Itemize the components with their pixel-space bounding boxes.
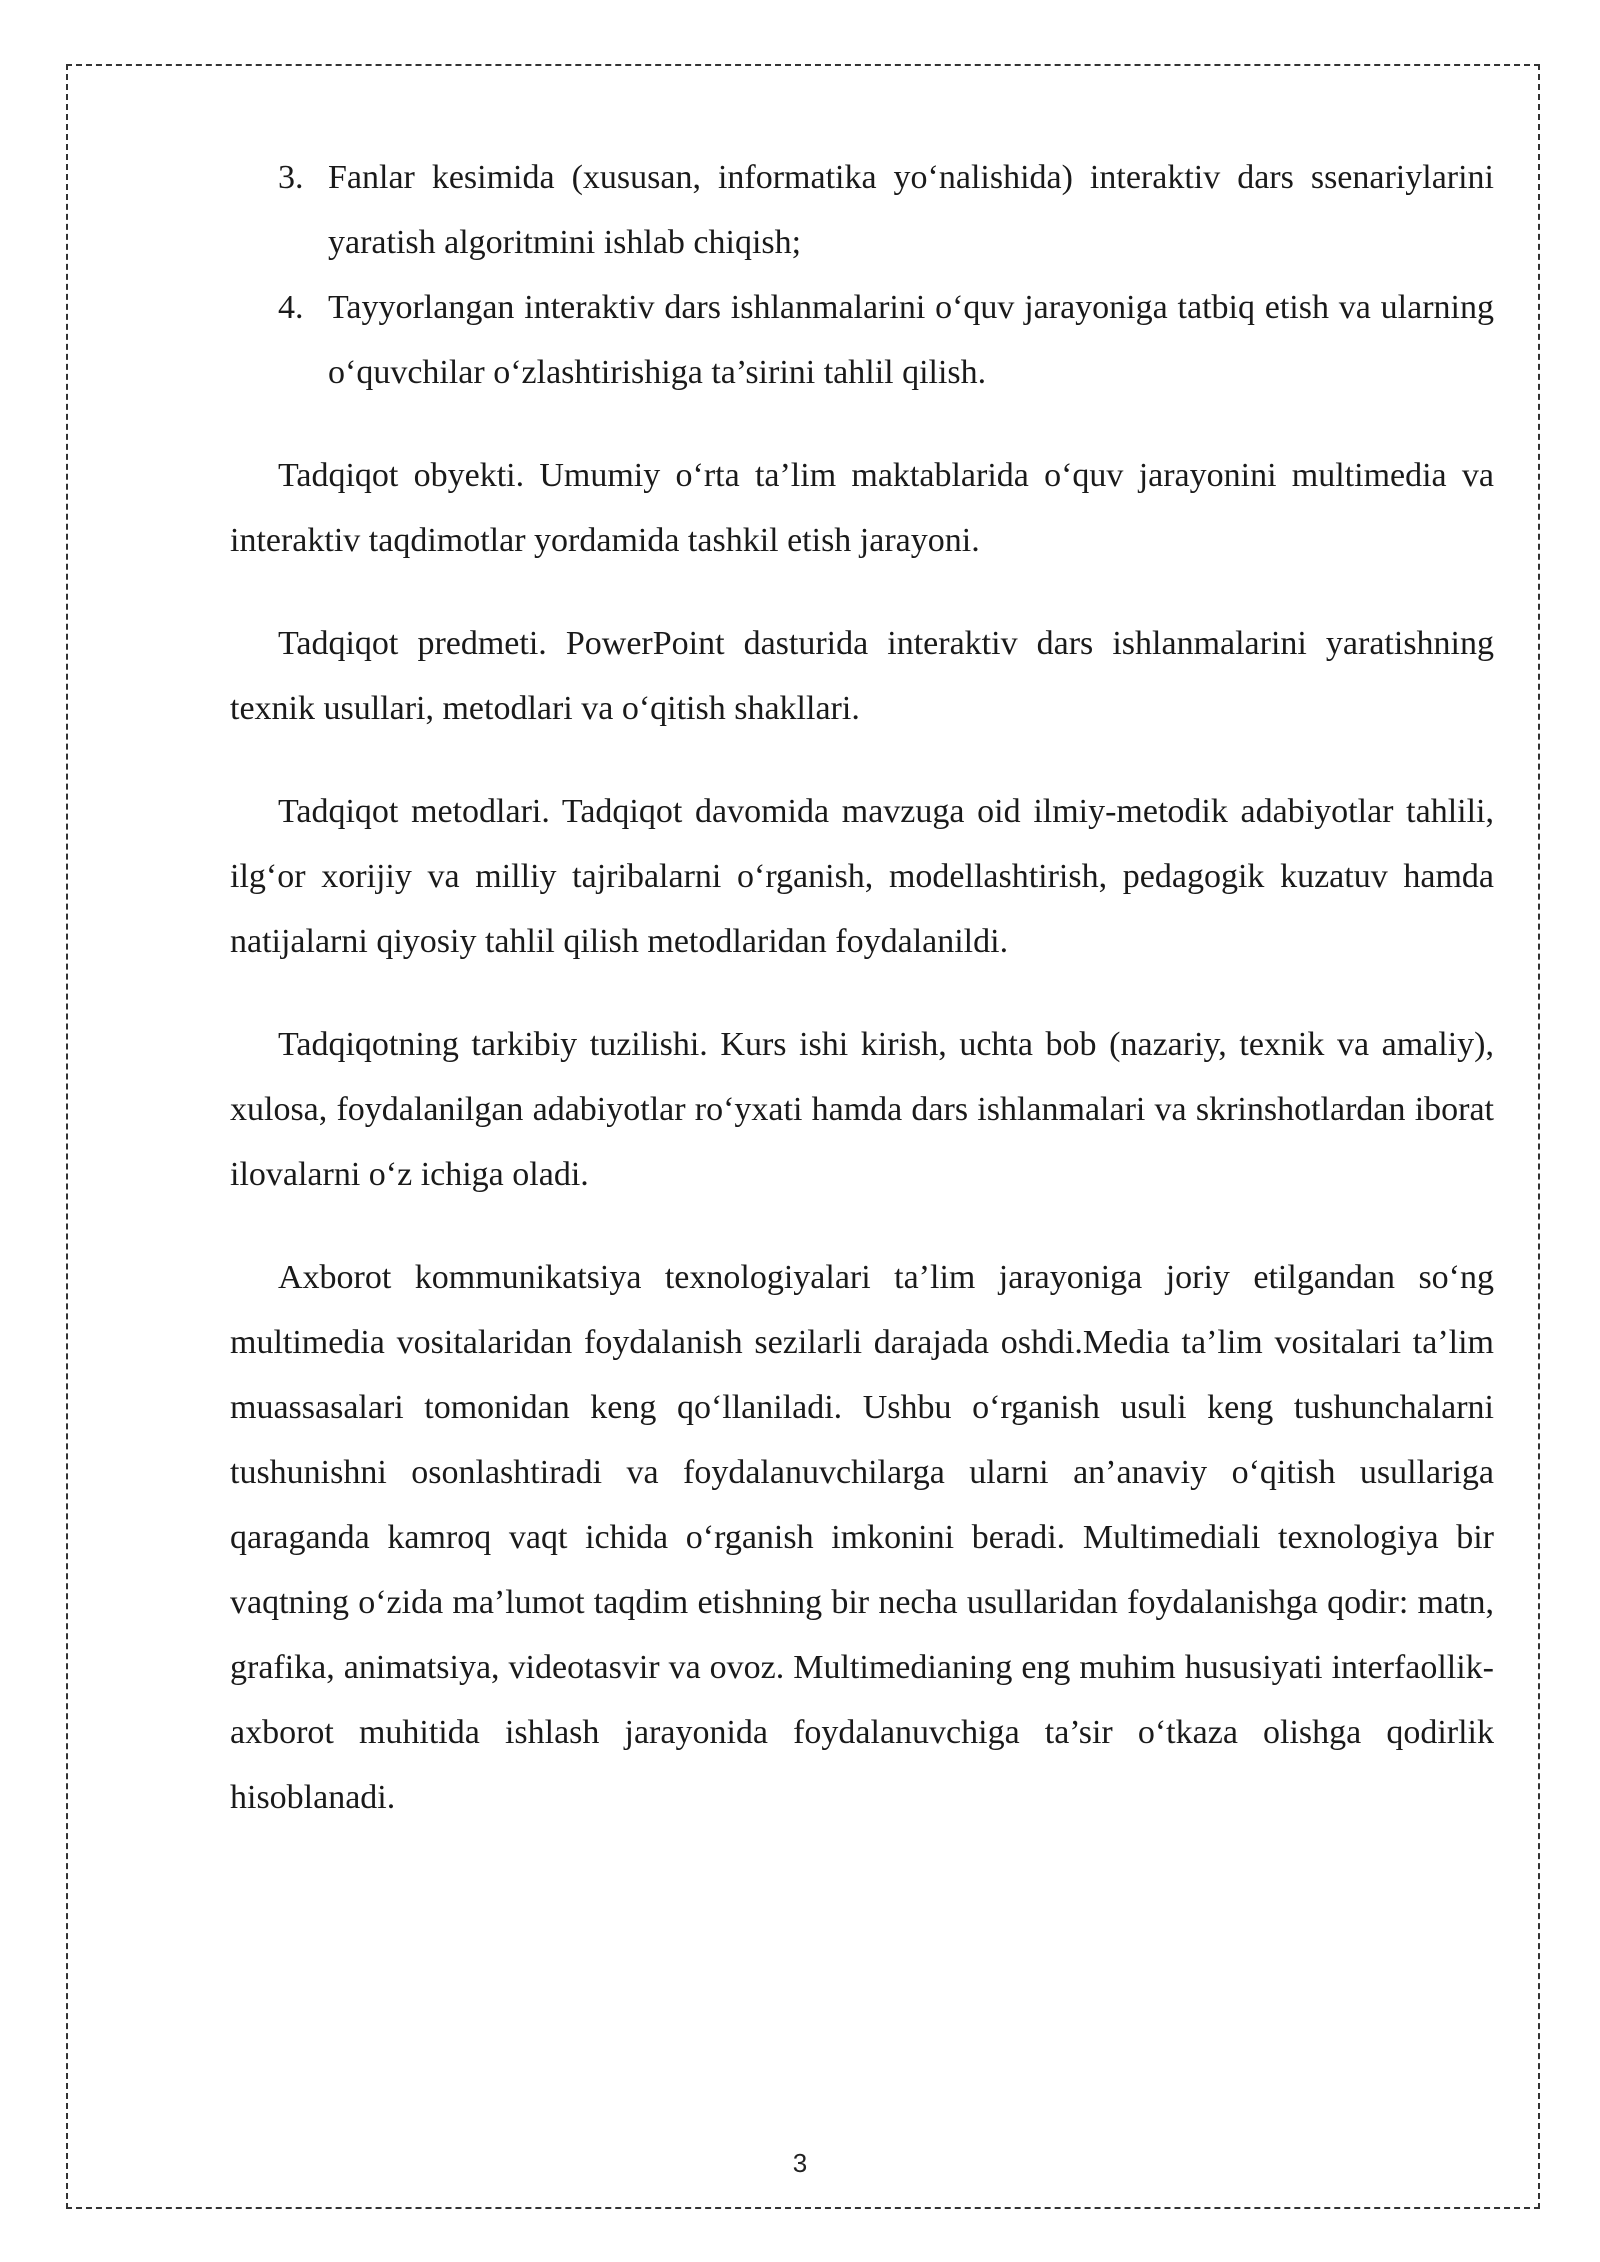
paragraph-structure: Tadqiqotning tarkibiy tuzilishi. Kurs ishi kirish, uchta bob (nazariy, texnik va amaliy), xulosa, foydalanilgan adabiyotlar ro‘yxati hamda dars ishlanmalari va skrinshotlardan iborat ilovalarni o‘z ichiga oladi. <box>230 1026 1494 1193</box>
paragraph-ict: Axborot kommunikatsiya texnologiyalari ta’lim jarayoniga joriy etilgandan so‘ng multimedia vositalaridan foydalanish sezilarli darajada oshdi.Media ta’lim vositalari ta’lim muassasalari tomonidan keng qo‘llaniladi. Ushbu o‘rganish usuli keng tushunchalarni tushunishni osonlashtiradi va foydalanuvchilarga ularni an’anaviy o‘qitish usullariga qaraganda kamroq vaqt ichida o‘rganish imkonini beradi. Multimediali texnologiya bir vaqtning o‘zida ma’lumot taqdim etishning bir necha usullaridan foydalanishga qodir: matn, grafika, animatsiya, videotasvir va ovoz. Multimedianing eng muhim hususiyati interfaollik-axborot muhitida ishlash jarayonida foydalanuvchiga ta’sir o‘tkaza olishga qodirlik hisoblanadi. <box>230 1259 1494 1816</box>
document-body <box>230 145 1494 1830</box>
list-item-text: Tayyorlangan interaktiv dars ishlanmalarini o‘quv jarayoniga tatbiq etish va ularning o‘quvchilar o‘zlashtirishiga ta’sirini tahlil qilish. <box>328 289 1494 391</box>
list-item-text: Fanlar kesimida (xususan, informatika yo‘nalishida) interaktiv dars ssenariylarini yaratish algoritmini ishlab chiqish; <box>328 159 1494 261</box>
paragraph-research-methods: Tadqiqot metodlari. Tadqiqot davomida mavzuga oid ilmiy-metodik adabiyotlar tahlili, ilg‘or xorijiy va milliy tajribalarni o‘rganish, modellashtirish, pedagogik kuzatuv hamda natijalarni qiyosiy tahlil qilish metodlaridan foydalanildi. <box>230 793 1494 960</box>
list-item <box>278 145 1494 275</box>
page-number: 3 <box>792 2148 808 2178</box>
numbered-list <box>230 145 1494 405</box>
paragraph-research-subject: Tadqiqot predmeti. PowerPoint dasturida interaktiv dars ishlanmalarini yaratishning texnik usullari, metodlari va o‘qitish shakllari. <box>230 625 1494 727</box>
list-item-number: 4. <box>278 289 304 326</box>
list-item <box>278 275 1494 405</box>
list-item-number: 3. <box>278 159 304 196</box>
paragraph-research-object: Tadqiqot obyekti. Umumiy o‘rta ta’lim maktablarida o‘quv jarayonini multimedia va interaktiv taqdimotlar yordamida tashkil etish jarayoni. <box>230 457 1494 559</box>
